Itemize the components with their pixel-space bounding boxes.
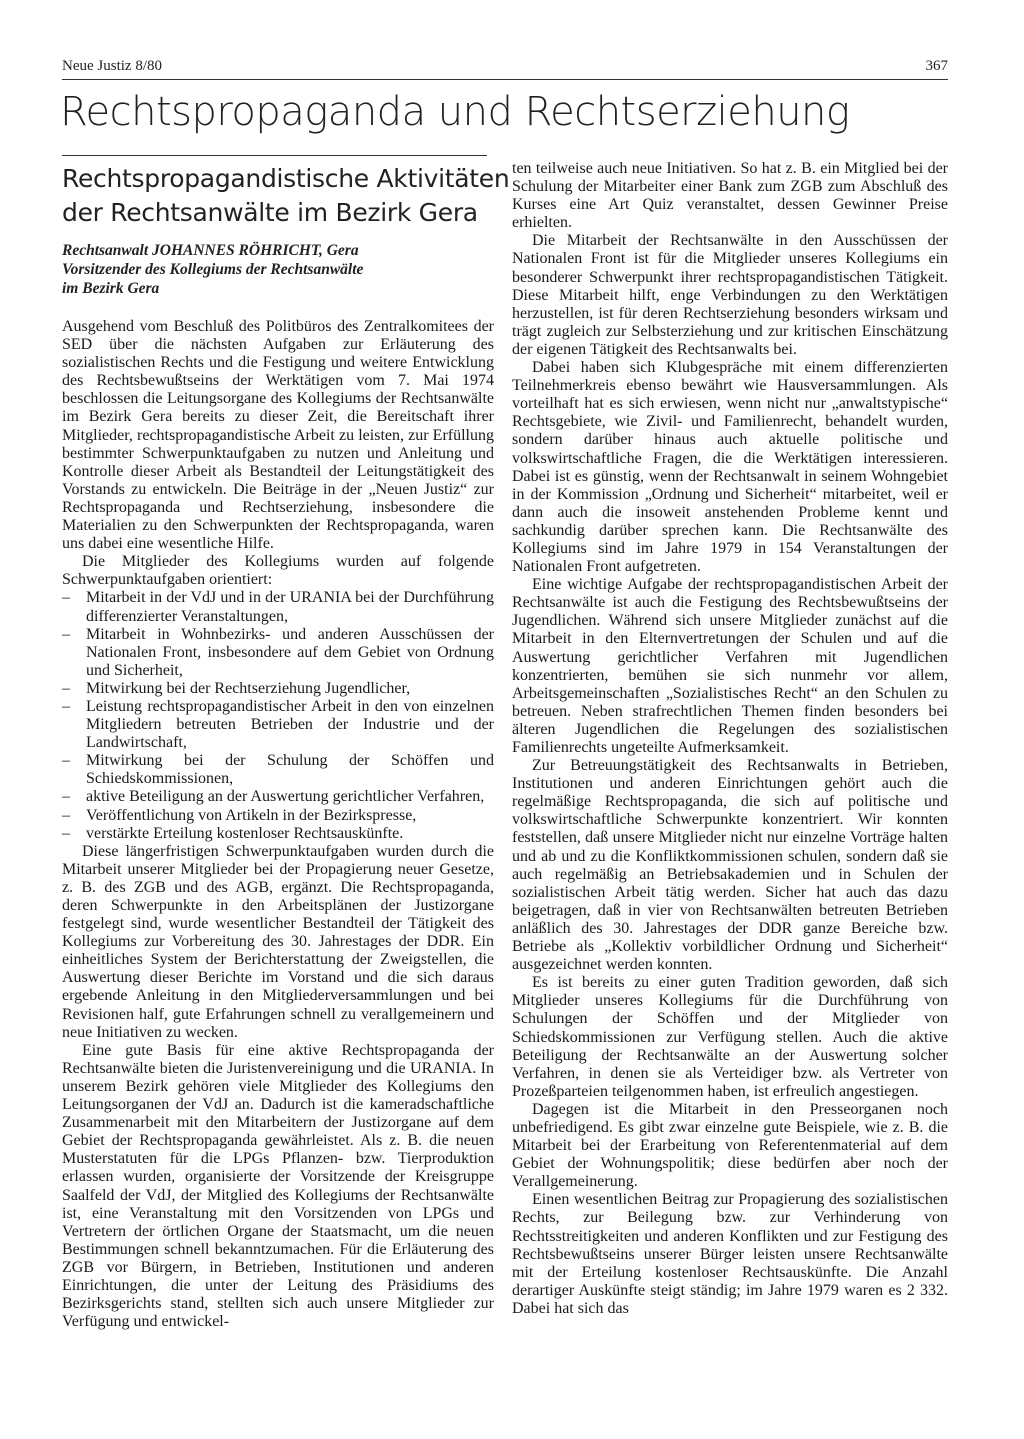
- paragraph: Eine gute Basis für eine aktive Rechtspropaganda der Rechtsanwälte bieten die Juristenvereinigung und die URANIA. In unserem Bezirk gehören viele Mitglieder des Kollegiums den Leitungsorganen der VdJ an. Dadurch ist die kameradschaftliche Zusammenarbeit mit den Mitarbeitern der Justizorgane auf dem Gebiet der Rechtspropaganda gewährleistet. Als z. B. die neuen Musterstatuten für die LPGs Pflanzen- bzw. Tierproduktion erlassen wurden, organisierte der Vorsitzende der Kreisgruppe Saalfeld der VdJ, der Mitglied des Kollegiums der Rechtsanwälte ist, eine Veranstaltung mit den Vorsitzenden von LPGs und Vertretern der örtlichen Organe der Staatsmacht, um die neuen Bestimmungen schnell bekanntzumachen. Für die Erläuterung des ZGB vor Bürgern, in Betrieben, Institutionen und anderen Einrichtungen, die unter der Leitung des Präsidiums des Bezirksgerichts stand, stellten sich auch unsere Mitglieder zur Verfügung und entwickel-: [62, 1041, 494, 1331]
- dash-bullet: –: [62, 788, 70, 806]
- paragraph: Die Mitarbeit der Rechtsanwälte in den Ausschüssen der Nationalen Front ist für die Mitglieder unseres Kollegiums ein besonderer Schwerpunkt ihrer rechtspropagandistischen Tätigkeit. Diese Mitarbeit hilft, enge Verbindungen zu den Werktätigen herzustellen, ist für deren Rechtserziehung besonders wirksam und trägt zugleich zur Selbsterziehung und zur kritischen Einschätzung der eigenen Tätigkeit des Rechtsanwalts bei.: [512, 232, 948, 358]
- paragraph: Es ist bereits zu einer guten Tradition geworden, daß sich Mitglieder unseres Kollegiums für die Durchführung von Schulungen der Schöffen und der Mitglieder von Schiedskommissionen zur Verfügung stellen. Auch die aktive Beteiligung der Rechtsanwälte an der Auswertung solcher Verfahren, in denen sie als Verteidiger bzw. als Vertreter von Prozeßparteien teilgenommen haben, ist erfreulich angestiegen.: [512, 974, 948, 1100]
- dash-bullet: –: [62, 824, 70, 842]
- author-line: Rechtsanwalt JOHANNES RÖHRICHT, Gera: [62, 242, 359, 259]
- paragraph: Zur Betreuungstätigkeit des Rechtsanwalts in Betrieben, Institutionen und anderen Einrichtungen gehört auch die regelmäßige Rechtspropaganda, die sich auf politische und volkswirtschaftliche Schwerpunkte konzentriert. Wir konnten feststellen, daß unsere Mitglieder nicht nur einzelne Vorträge halten und ab und zu die Konfliktkommissionen schulen, sondern daß sie auch regelmäßig an Betriebsakademien und in Schulen der sozialistischen Arbeit tätig werden. Sicher hat auch das dazu beigetragen, daß in vier von Rechtsanwälten betreuten Betrieben anläßlich des 30. Jahrestages der DDR ganze Bereiche bzw. Betriebe als „Kollektiv vorbildlicher Ordnung und Sicherheit“ ausgezeichnet werden konnten.: [512, 757, 948, 974]
- dash-bullet: –: [62, 697, 70, 715]
- list-item: – Mitarbeit in Wohnbezirks- und anderen Ausschüssen der Nationalen Front, insbesondere auf dem Gebiet von Ordnung und Sicherheit,: [62, 625, 494, 679]
- paragraph: Eine wichtige Aufgabe der rechtspropagandistischen Arbeit der Rechtsanwälte ist auch die Festigung des Rechtsbewußtseins der Jugendlichen. Während sich unsere Mitglieder zunächst auf die Mitarbeit in den Elternvertretungen der Schulen und auf die Auswertung gerichtlicher Verfahren mit Jugendlichen konzentrierten, bemühen sie sich nunmehr vor allem, Arbeitsgemeinschaften „Sozialistisches Recht“ an den Schulen zu betreuen. Neben strafrechtlichen Themen finden besonders bei älteren Jugendlichen die Regelungen des sozialistischen Familienrechts ungeteilte Aufmerksamkeit.: [512, 576, 948, 756]
- dash-bullet: –: [62, 806, 70, 824]
- dash-bullet: –: [62, 625, 70, 643]
- list-item: – Mitwirkung bei der Schulung der Schöffen und Schiedskommissionen,: [62, 752, 494, 788]
- article-title-line: der Rechtsanwälte im Bezirk Gera: [62, 198, 478, 227]
- list-item: – Mitwirkung bei der Rechtserziehung Jugendlicher,: [62, 679, 411, 697]
- header-rule: [62, 79, 948, 80]
- paragraph: Die Mitglieder des Kollegiums wurden auf folgende Schwerpunktaufgaben orientiert:: [62, 553, 494, 589]
- paragraph: ten teilweise auch neue Initiativen. So hat z. B. ein Mitglied bei der Schulung der Mitarbeiter einer Bank zum ZGB zum Abschluß des Kurses eine Art Quiz veranstaltet, dessen Gewinner Preise erhielten.: [512, 160, 948, 232]
- paragraph: Ausgehend vom Beschluß des Politbüros des Zentralkomitees der SED über die nächsten Aufgaben zur Erläuterung des sozialistischen Rechts und die Festigung und weitere Entwicklung des Rechtsbewußtseins der Werktätigen vom 7. Mai 1974 beschlossen die Leitungsorgane des Kollegiums der Rechtsanwälte im Bezirk Gera bereits zu dieser Zeit, die Bereitschaft ihrer Mitglieder, rechtspropagandistische Arbeit zu leisten, zur Erfüllung bestimmter Schwerpunktaufgaben zu nutzen und Anleitung und Kontrolle dieser Arbeit als Bestandteil der Leitungstätigkeit des Vorstands zu entwickeln. Die Beiträge in der „Neuen Justiz“ zur Rechtspropaganda und Rechtserziehung, insbesondere die Materialien zu den Schwerpunkten der Rechtspropaganda, waren uns dabei eine wesentliche Hilfe.: [62, 318, 494, 553]
- list-item: – Mitarbeit in der VdJ und in der URANIA bei der Durchführung differenzierter Veranstaltungen,: [62, 589, 494, 625]
- page-number: 367: [925, 58, 948, 74]
- dash-bullet: –: [62, 679, 70, 697]
- list-item: – aktive Beteiligung an der Auswertung gerichtlicher Verfahren,: [62, 788, 485, 806]
- paragraph: Dagegen ist die Mitarbeit in den Presseorganen noch unbefriedigend. Es gibt zwar einzelne gute Beispiele, wie z. B. die Mitarbeit bei der Erarbeitung von Referentenmaterial auf dem Gebiet der Wohnungspolitik; diese bedürfen aber noch der Verallgemeinerung.: [512, 1100, 948, 1191]
- paragraph: Dabei haben sich Klubgespräche mit einem differenzierten Teilnehmerkreis ebenso bewährt wie Hausversammlungen. Als vorteilhaft hat es sich erwiesen, wenn nicht nur „anwaltstypische“ Rechtsgebiete, wie Zivil- und Familienrecht, behandelt wurden, sondern darüber hinaus auch aktuelle politische und volkswirtschaftliche Fragen, die die Werktätigen interessieren. Dabei ist es günstig, wenn der Rechtsanwalt in seinem Wohngebiet in der Kommission „Ordnung und Sicherheit“ mitarbeitet, weil er dann auch die insoweit anstehenden Probleme kennt und sachkundig darüber sprechen kann. Die Rechtsanwälte des Kollegiums sind im Jahre 1979 in 154 Veranstaltungen der Nationalen Front aufgetreten.: [512, 359, 948, 576]
- task-list: [62, 589, 494, 842]
- author-line: Vorsitzender des Kollegiums der Rechtsanwälte: [62, 261, 364, 278]
- article-rule: [62, 155, 487, 156]
- paragraph: Diese längerfristigen Schwerpunktaufgaben wurden durch die Mitarbeit unserer Mitglieder bei der Propagierung neuer Gesetze, z. B. des ZGB und des AGB, ergänzt. Die Rechtspropaganda, deren Schwerpunkte in den Arbeitsplänen der Justizorgane festgelegt sind, wurde wesentlicher Bestandteil der Tätigkeit des Kollegiums zur Vorbereitung des 30. Jahrestages der DDR. Ein einheitliches System der Berichterstattung der Zweigstellen, die Auswertung dieser Berichte im Vorstand und die sich daraus ergebende Anleitung in den Mitgliederversammlungen und bei Revisionen half, gute Erfahrungen schnell zu verallgemeinern und neue Initiativen zu wecken.: [62, 842, 494, 1041]
- list-item: – Leistung rechtspropagandistischer Arbeit in den von einzelnen Mitgliedern betreuten Betrieben der Industrie und der Landwirtschaft,: [62, 697, 494, 752]
- dash-bullet: –: [62, 752, 70, 770]
- article-title: [62, 162, 510, 230]
- dash-bullet: –: [62, 589, 70, 607]
- author-byline: [62, 241, 482, 298]
- left-column: [62, 318, 494, 1331]
- article-title-line: Rechtspropagandistische Aktivitäten: [62, 164, 510, 193]
- author-line: im Bezirk Gera: [62, 280, 160, 297]
- list-item: – Veröffentlichung von Artikeln in der Bezirkspresse,: [62, 806, 417, 824]
- journal-issue: Neue Justiz 8/80: [62, 58, 162, 74]
- paragraph: Einen wesentlichen Beitrag zur Propagierung des sozialistischen Rechts, zur Beilegung bzw. zur Verhinderung von Rechtsstreitigkeiten und anderen Konflikten und zur Festigung des Rechtsbewußtseins unserer Bürger leisten unsere Rechtsanwälte mit der Erteilung kostenloser Rechtsauskünfte. Die Anzahl derartiger Auskünfte steigt ständig; im Jahre 1979 waren es 2 332. Dabei hat sich das: [512, 1191, 948, 1317]
- right-column: [512, 160, 948, 1318]
- section-title: Rechtspropaganda und Rechtserziehung: [60, 89, 850, 135]
- list-item: – verstärkte Erteilung kostenloser Rechtsauskünfte.: [62, 824, 404, 842]
- running-header: [62, 58, 948, 78]
